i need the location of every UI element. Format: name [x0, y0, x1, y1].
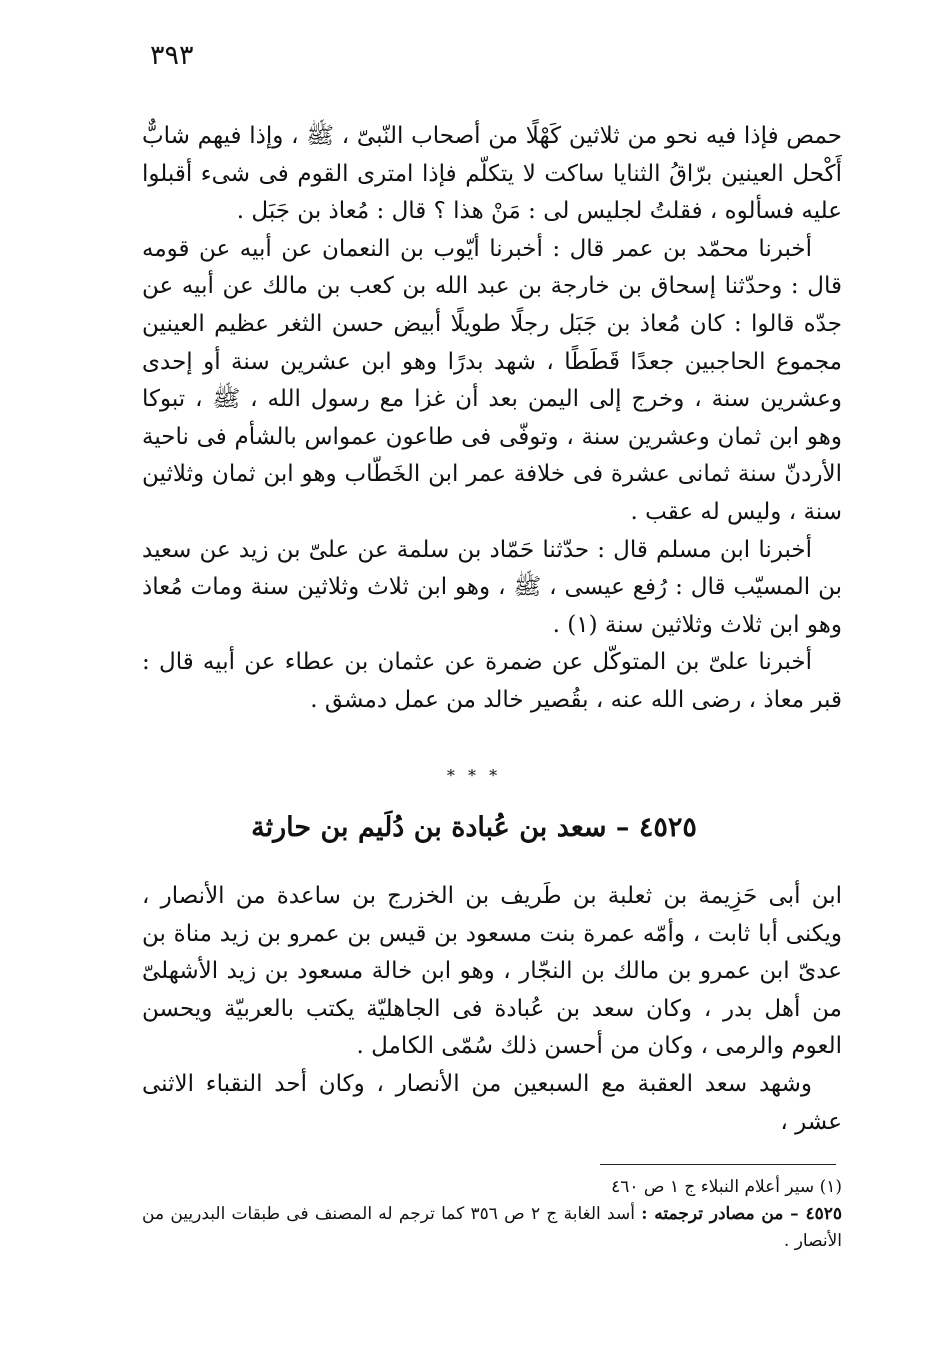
entry-heading: ٤٥٢٥ – سعد بن عُبادة بن دُلَيم بن حارثة: [251, 812, 697, 843]
paragraph: وشهد سعد العقبة مع السبعين من الأنصار ، وكان أحد النقباء الاثنى عشر ،: [142, 1070, 842, 1135]
paragraph: أخبرنا محمّد بن عمر قال : أخبرنا أيّوب بن النعمان عن أبيه عن قومه قال : وحدّثنا إسحاق بن خارجة بن عبد الله بن كعب بن مالك عن أبيه عن جدّه قالوا : كان مُعاذ بن جَبَل رجلًا طويلًا أبيض حسن الثغر عظيم العينين مجموع الحاجبين جعدًا قَطَطًا ، شهد بدرًا وهو ابن عشرين سنة أو إحدى وعشرين سنة ، وخرج إلى اليمن بعد أن غزا مع رسول الله ، ﷺ ، تبوكا وهو ابن ثمان وعشرين سنة ، وتوفّى فى طاعون عمواس بالشأم فى ناحية الأردنّ سنة ثمانى عشرة فى خلافة عمر ابن الخَطّاب وهو ابن ثمان وثلاثين سنة ، وليس له عقب .: [142, 235, 842, 525]
page-number: ٣٩٣: [150, 40, 194, 71]
paragraph: ابن أبى حَزِيمة بن ثعلبة بن طَريف بن الخزرج بن ساعدة من الأنصار ، ويكنى أبا ثابت ، وأمّه عمرة بنت مسعود بن قيس بن عمرو بن زيد مناة بن عدىّ ابن عمرو بن مالك بن النجّار ، وهو ابن خالة مسعود بن زيد الأشهلىّ من أهل بدر ، وكان سعد بن عُبادة فى الجاهليّة يكتب بالعربيّة ويحسن العوم والرمى ، وكان من أحسن ذلك سُمّى الكامل .: [142, 883, 842, 1060]
footnotes: [142, 1174, 842, 1255]
section-separator: * * *: [446, 766, 502, 785]
footnote-1: (١) سير أعلام النبلاء ج ١ ص ٤٦٠: [611, 1177, 842, 1197]
footnote-sources-label: ٤٥٢٥ – من مصادر ترجمته :: [641, 1204, 843, 1224]
paragraph: حمص فإذا فيه نحو من ثلاثين كَهْلًا من أصحاب النّبىّ ، ﷺ ، وإذا فيهم شابٌّ أَكْحل العينين برّاقُ الثنايا ساكت لا يتكلّم فإذا امترى القوم فى شىء أقبلوا عليه فسألوه ، فقلتُ لجليس لى : مَنْ هذا ؟ قال : مُعاذ بن جَبَل .: [142, 123, 842, 225]
footnote-sources: [142, 1201, 842, 1255]
paragraph: أخبرنا ابن مسلم قال : حدّثنا حَمّاد بن سلمة عن علىّ بن زيد عن سعيد بن المسيّب قال : رُفع عيسى ، ﷺ ، وهو ابن ثلاث وثلاثين سنة ومات مُعاذ وهو ابن ثلاث وثلاثين سنة (١) .: [142, 536, 842, 638]
footnote-sources-text: أسد الغابة ج ٢ ص ٣٥٦ كما ترجم له المصنف فى طبقات البدريين من الأنصار .: [142, 1204, 842, 1251]
entry-text: [142, 878, 842, 1141]
footnote-divider: [600, 1164, 836, 1165]
paragraph: أخبرنا علىّ بن المتوكّل عن ضمرة عن عثمان بن عطاء عن أبيه قال : قبر معاذ ، رضى الله عنه ، بقُصير خالد من عمل دمشق .: [142, 649, 842, 713]
main-text: [142, 118, 842, 720]
